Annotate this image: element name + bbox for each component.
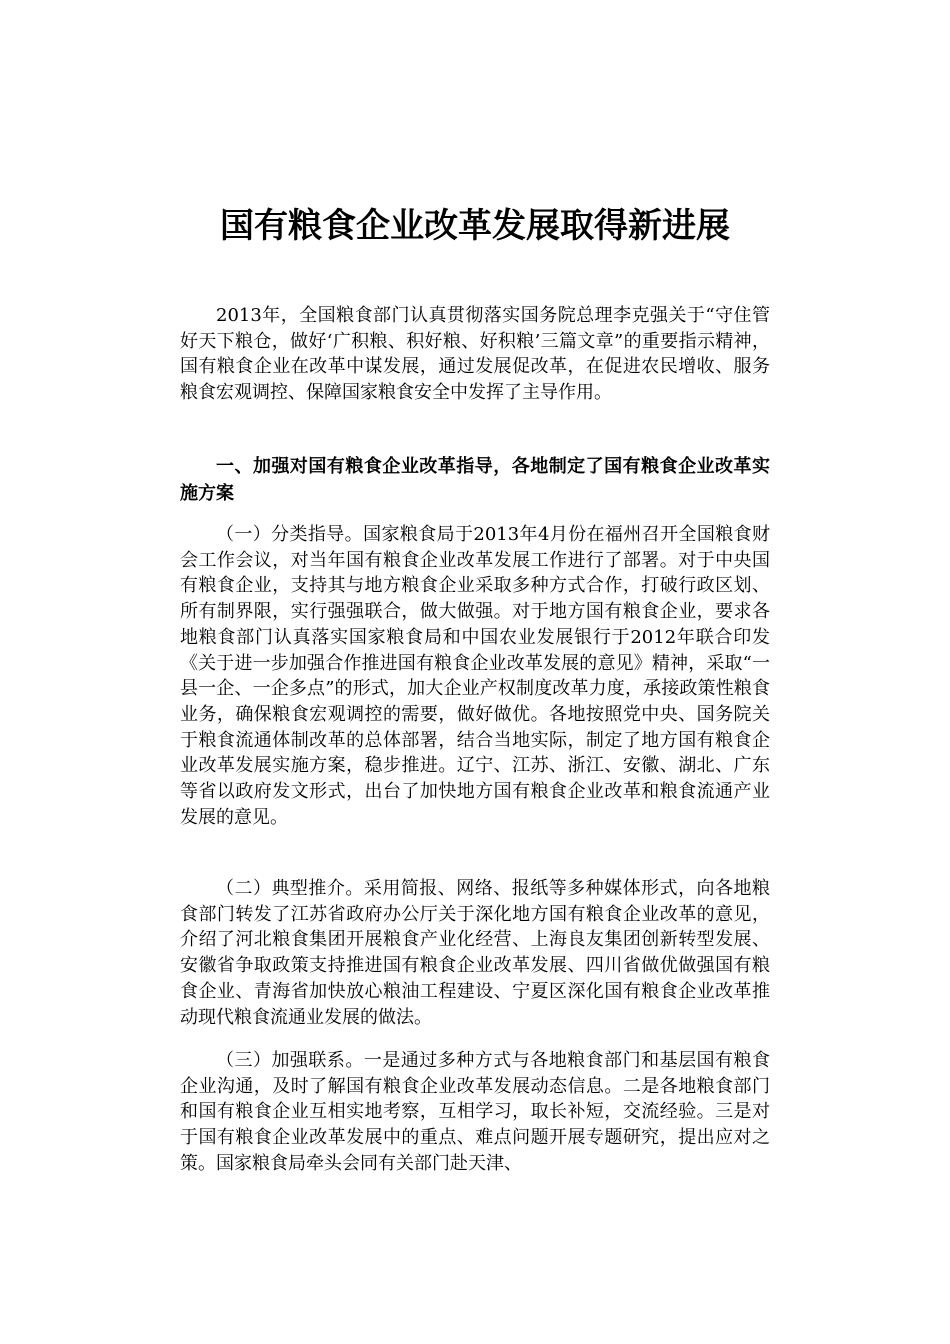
intro-paragraph: 2013年，全国粮食部门认真贯彻落实国务院总理李克强关于“守住管好天下粮仓，做好‘广积粮、积好粮、好积粮’三篇文章”的重要指示精神，国有粮食企业在改革中谋发展，通过发展促改革，在促进农民增收、服务粮食宏观调控、保障国家粮食安全中发挥了主导作用。: [180, 305, 770, 404]
paragraph-classified-guidance: （一）分类指导。国家粮食局于2013年4月份在福州召开全国粮食财会工作会议，对当年国有粮食企业改革发展工作进行了部署。对于中央国有粮食企业，支持其与地方粮食企业采取多种方式合作，打破行政区划、所有制界限，实行强强联合，做大做强。对于地方国有粮食企业，要求各地粮食部门认真落实国家粮食局和中国农业发展银行于2012年联合印发《关于进一步加强合作推进国有粮食企业改革发展的意见》精神，采取“一县一企、一企多点”的形式，加大企业产权制度改革力度，承接政策性粮食业务，确保粮食宏观调控的需要，做好做优。各地按照党中央、国务院关于粮食流通体制改革的总体部署，结合当地实际，制定了地方国有粮食企业改革发展实施方案，稳步推进。辽宁、江苏、浙江、安徽、湖北、广东等省以政府发文形式，出台了加快地方国有粮食企业改革和粮食流通产业发展的意见。: [180, 524, 770, 828]
section-heading: 一、加强对国有粮食企业改革指导，各地制定了国有粮食企业改革实施方案: [180, 456, 770, 504]
paragraph-strengthen-contact: （三）加强联系。一是通过多种方式与各地粮食部门和基层国有粮食企业沟通，及时了解国有粮食企业改革发展动态信息。二是各地粮食部门和国有粮食企业互相实地考察，互相学习，取长补短，交流经验。三是对于国有粮食企业改革发展中的重点、难点问题开展专题研究，提出应对之策。国家粮食局牵头会同有关部门赴天津、: [180, 1050, 770, 1174]
document-title: 国有粮食企业改革发展取得新进展: [220, 206, 730, 246]
paragraph-typical-promotion: （二）典型推介。采用简报、网络、报纸等多种媒体形式，向各地粮食部门转发了江苏省政府办公厅关于深化地方国有粮食企业改革的意见，介绍了河北粮食集团开展粮食产业化经营、上海良友集团创新转型发展、安徽省争取政策支持推进国有粮食企业改革发展、四川省做优做强国有粮食企业、青海省加快放心粮油工程建设、宁夏区深化国有粮食企业改革推动现代粮食流通业发展的做法。: [180, 878, 770, 1028]
